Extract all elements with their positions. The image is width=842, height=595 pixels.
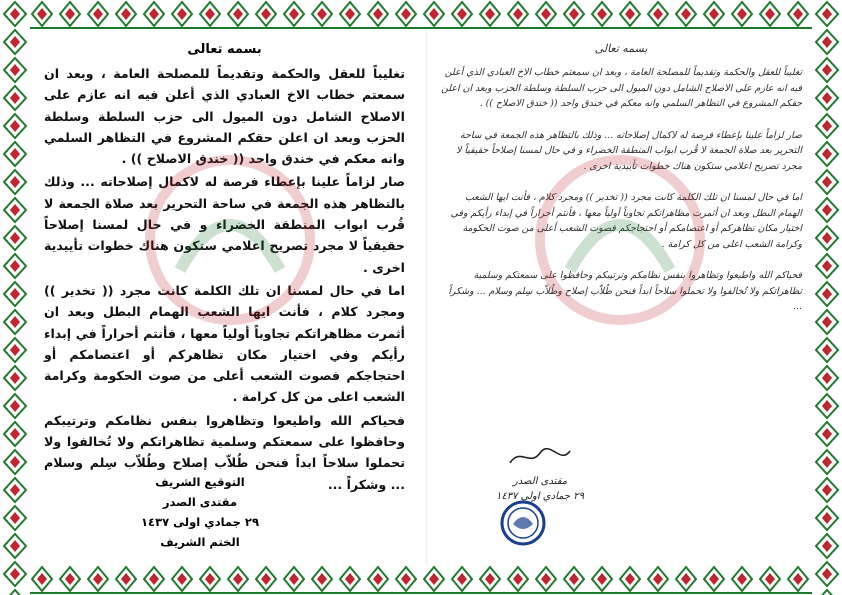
handwritten-signature-name: مقتدى الصدر (512, 476, 568, 487)
decorative-border-right (812, 0, 842, 595)
typed-letter-panel (30, 30, 423, 565)
typed-paragraph: اما في حال لمسنا ان تلك الكلمة كانت مجرد (( تخدير )) ومجرد كلام ، فأنت ايها الشعب الهمام البطل وبعد ان أثمرت مظاهراتكم تجاوباً أولياً معها ، فأنتم أحراراً في إبداء رأيكم وفي اختيار مكان تظاهركم أو اعتصامكم أو احتجاجكم فصوت الشعب أعلى من صوت الحكومة وكرامة الشعب اعلى من كل كرامة . (44, 282, 405, 405)
typed-signature-block (140, 472, 260, 552)
signature-scribble-icon (505, 445, 575, 469)
decorative-border-bottom (0, 565, 842, 595)
typed-paragraph: تغليباً للعقل والحكمة وتقديماً للمصلحة العامة ، وبعد ان سمعتم خطاب الاخ العبادي الذي أعلن فيه انه عازم على الاصلاح الشامل دون الميول الى حزب السلطة وسلطة الحزب وبعد ان اعلن حقكم المشروع في التظاهر السلمي وانه معكم في خندق واحد (( خندق الاصلاح )) . (44, 66, 405, 167)
signature-label: التوقيع الشريف (155, 475, 245, 489)
seal-stamp-icon (500, 500, 546, 546)
page-divider (426, 30, 427, 565)
typed-paragraph: صار لزاماً علينا بإعطاء فرصة له لاكمال إصلاحاته ... وذلك بالتظاهر هذه الجمعة في ساحة التحرير بعد صلاة الجمعة لا قُرب ابواب المنطقة الخضراء و في حال لمسنا إصلاحاً حقيقياً لا مجرد تصريح اعلامي ستكون هناك خطوات تأييدية اخرى . (44, 174, 405, 275)
handwritten-signature-date: ٢٩ جمادي اولى ١٤٣٧ (495, 491, 585, 502)
handwritten-letter-title: بسمه تعالى (594, 42, 648, 55)
seal-label: الختم الشريف (160, 535, 240, 549)
handwritten-paragraph: صار لزاماً علينا بإعطاء فرصة له لاكمال إصلاحاته ... وذلك بالتظاهر هذه الجمعة في ساحة التحرير بعد صلاة الجمعة لا قُرب ابواب المنطقة الخضراء و في حال لمسنا إصلاحاً حقيقياً لا مجرد تصريح اعلامي ستكون هناك خطوات تأييدية اخرى . (456, 129, 802, 172)
handwritten-paragraph: تغليباً للعقل والحكمة وتقديماً للمصلحة العامة ، وبعد ان سمعتم خطاب الاخ العبادي الذي أعلن فيه انه عازم على الاصلاح الشامل دون الميول الى حزب السلطة وسلطة الحزب وبعد ان اعلن حقكم المشروع في التظاهر السلمي وانه معكم في خندق واحد (( خندق الاصلاح )) . (441, 67, 802, 109)
signature-date: ٢٩ جمادي اولى ١٤٣٧ (141, 515, 259, 529)
decorative-border-left (0, 0, 30, 595)
signature-name: مقتدى الصدر (162, 495, 238, 509)
watermark-emblem (530, 150, 710, 330)
decorative-border-top (0, 0, 842, 30)
handwritten-paragraph: اما في حال لمسنا ان تلك الكلمة كانت مجرد (( تخدير )) ومجرد كلام ، فأنت ايها الشعب الهمام البطل وبعد ان أثمرت مظاهراتكم تجاوباً أولياً معها ، فأنتم أحراراً في إبداء رأيكم وفي اختيار مكان تظاهركم أو اعتصامكم أو احتجاجكم فصوت الشعب أعلى من صوت الحكومة وكرامة الشعب اعلى من كل كرامة . (450, 192, 802, 250)
handwritten-letter-panel (430, 30, 812, 565)
typed-paragraph: فحياكم الله واطيعوا وتظاهروا بنفس نظامكم وترتيبكم وحافظوا على سمعتكم وسلمية تظاهراتكم ولا تُخالفوا ولا تحملوا سلاحاً ابداً فنحن طُلاّب إصلاح وطُلاّب سِلم وسلام ... وشكراً ... (44, 412, 405, 492)
handwritten-paragraph: فحياكم الله واطيعوا وتظاهروا بنفس نظامكم وترتيبكم وحافظوا على سمعتكم وسلمية تظاهراتكم ولا تُخالفوا ولا تحملوا سلاحاً ابداً فنحن طُلاّب إصلاح وطُلاّب سِلم وسلام ... وشكراً ... (448, 270, 802, 312)
handwritten-signature-block (480, 445, 600, 504)
watermark-emblem (140, 150, 320, 330)
typed-letter-title: بسمه تعالى (187, 42, 262, 57)
